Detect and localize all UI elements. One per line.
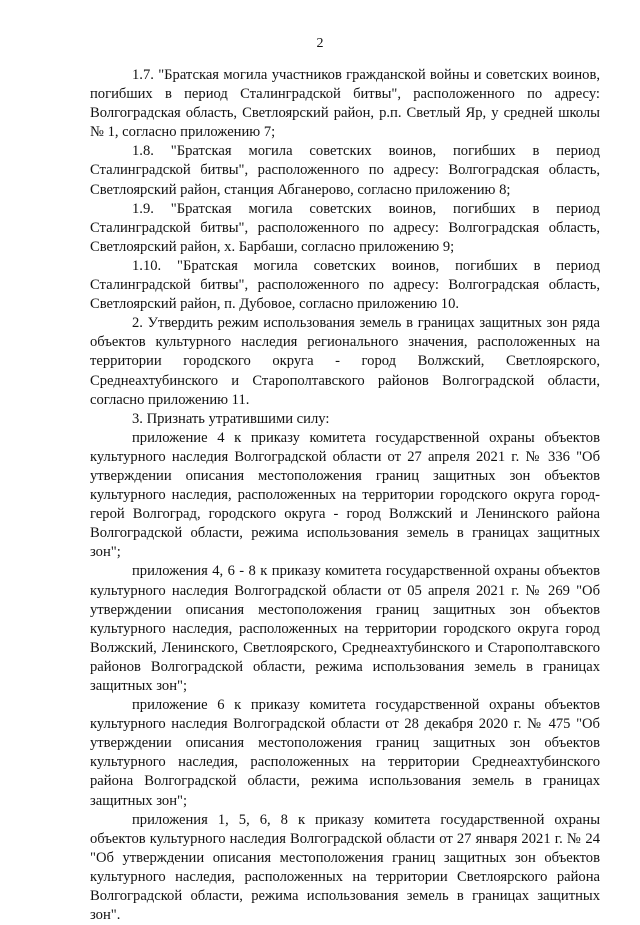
document-body: [90, 66, 600, 925]
paragraph-3-item-4: приложения 1, 5, 6, 8 к приказу комитета государственной охраны объектов культурного наследия Волгоградской области от 27 января 2021 г. № 24 "Об утверждении описания местоположения границ защитных зон объектов культурного наследия, расположенных на территории Светлоярского района Волгоградской области, режима использования земель в границах защитных зон".: [90, 811, 600, 924]
paragraph-3-item-3: приложение 6 к приказу комитета государственной охраны объектов культурного наследия Волгоградской области от 28 декабря 2020 г. № 475 "Об утверждении описания местоположения границ защитных зон объектов культурного наследия, расположенных на территории Среднеахтубинского района Волгоградской области, режима использования земель в границах защитных зон";: [90, 697, 600, 809]
paragraph-3-item-2: приложения 4, 6 - 8 к приказу комитета государственной охраны объектов культурного наследия Волгоградской области от 05 апреля 2021 г. № 269 "Об утверждении описания местоположения границ защитных зон объектов культурного наследия, расположенных на территории городского округа город Волжский, Ленинского, Светлоярского, Среднеахтубинского и Старополтавского районов Волгоградской области, режима использования земель в границах защитных зон";: [90, 563, 600, 694]
paragraph-1-10: 1.10. "Братская могила советских воинов, погибших в период Сталинградской битвы", расположенного по адресу: Волгоградская область, Светлоярский район, п. Дубовое, согласно приложению 10.: [90, 257, 600, 313]
paragraph-3: 3. Признать утратившими силу:: [132, 410, 330, 427]
paragraph-1-8: 1.8. "Братская могила советских воинов, погибших в период Сталинградской битвы", расположенного по адресу: Волгоградская область, Светлоярский район, станция Абганерово, согласно приложению 8;: [90, 143, 600, 198]
paragraph-2: 2. Утвердить режим использования земель в границах защитных зон ряда объектов культурного наследия регионального значения, расположенных на территории городского округа - город Волжский, Светлоярского, Среднеахтубинского и Старополтавского районов Волгоградской области, согласно приложению 11.: [90, 315, 600, 408]
paragraph-1-7: 1.7. "Братская могила участников гражданской войны и советских воинов, погибших в период Сталинградской битвы", расположенного по адресу: Волгоградская область, Светлоярский район, р.п. Светлый Яр, у средней школы № 1, согласно приложению 7;: [90, 67, 600, 141]
page-number: 2: [316, 36, 324, 51]
paragraph-3-item-1: приложение 4 к приказу комитета государственной охраны объектов культурного наследия Волгоградской области от 27 апреля 2021 г. № 336 "Об утверждении описания местоположения границ защитных зон объектов культурного наследия, расположенных на территории городского округа город-герой Волгоград, городского округа - город Волжский и Ленинского района Волгоградской области, режима использования земель в границах защитных зон";: [90, 429, 600, 561]
paragraph-1-9: 1.9. "Братская могила советских воинов, погибших в период Сталинградской битвы", расположенного по адресу: Волгоградская область, Светлоярский район, х. Барбаши, согласно приложению 9;: [90, 200, 600, 255]
